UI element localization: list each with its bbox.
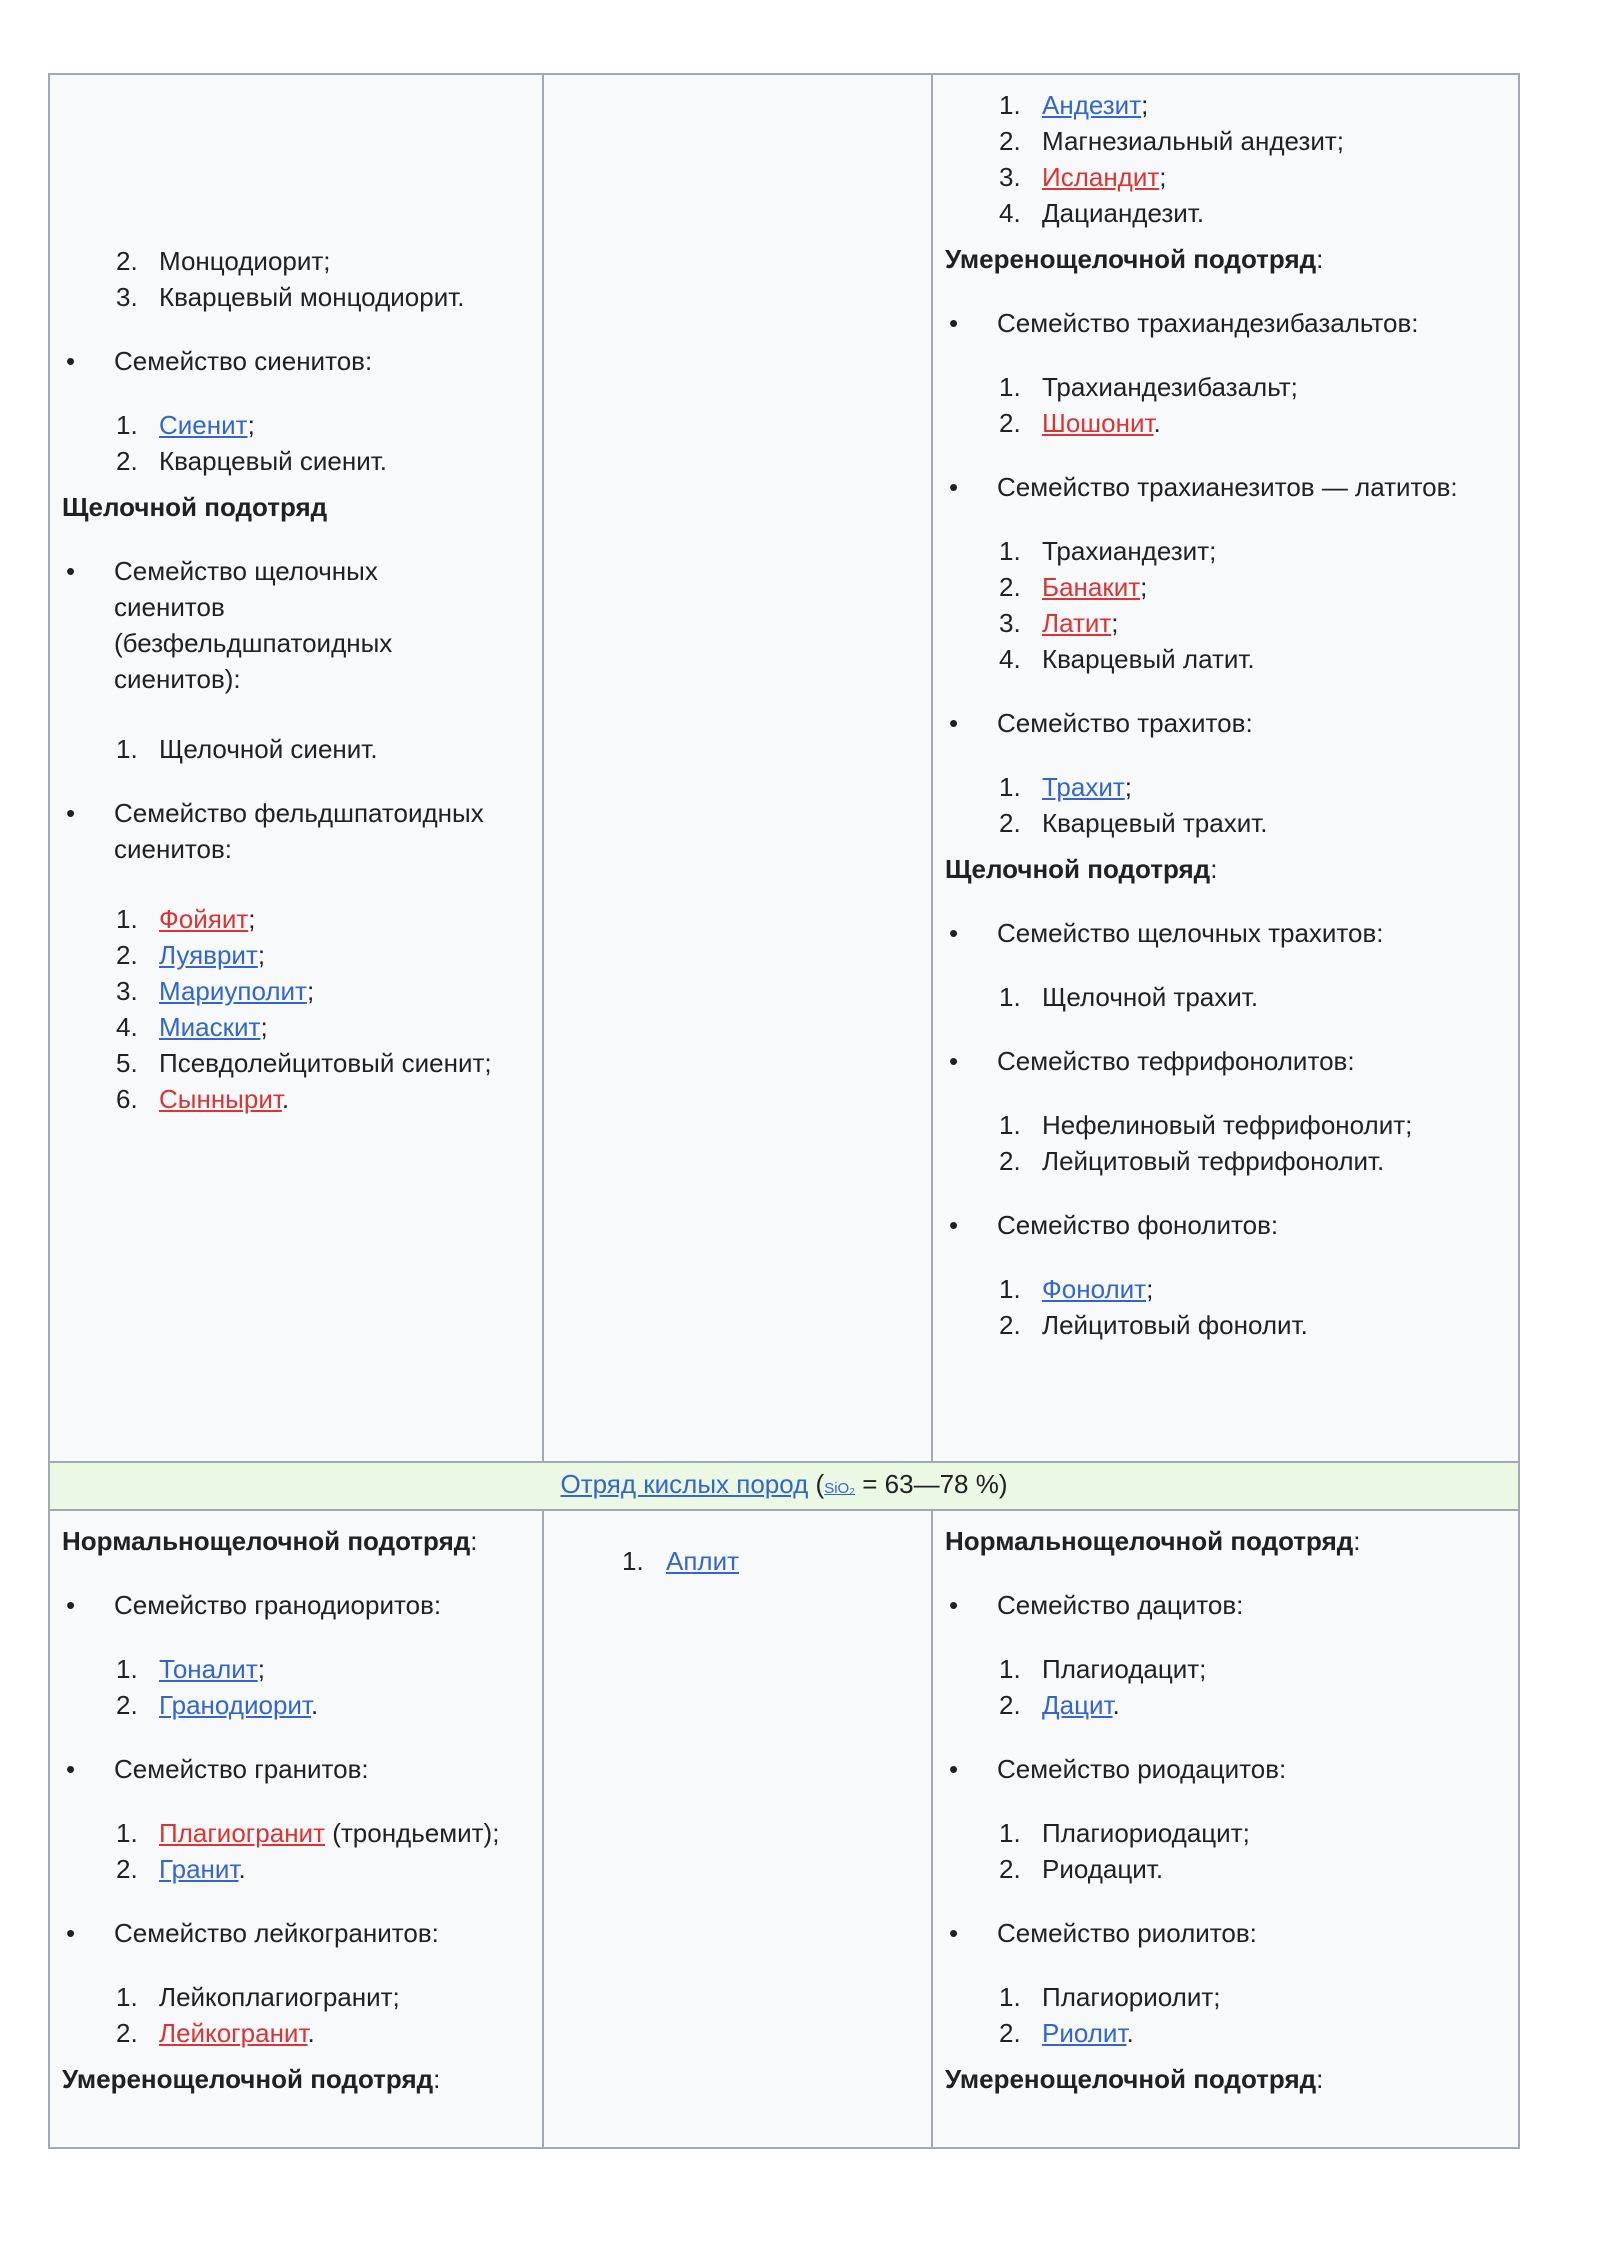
alkaline-trachyte-list <box>945 979 1506 1015</box>
list-item <box>945 1143 1506 1179</box>
item-number: 1. <box>116 904 138 934</box>
list-item <box>62 1045 530 1081</box>
punct: (трондьемит); <box>324 1818 500 1848</box>
punct: ; <box>1140 572 1148 602</box>
link-phonolite[interactable]: Фонолит <box>1042 1274 1147 1304</box>
item-number: 2. <box>116 446 138 476</box>
punct: . <box>281 1084 290 1114</box>
family-leucogranite: • Семейство лейкогранитов: <box>62 1915 530 1951</box>
item-number: 1. <box>999 1982 1021 2012</box>
hypabyssal-acid-cell <box>543 1510 932 2148</box>
list-item <box>945 369 1506 405</box>
list-item <box>62 1687 530 1723</box>
punct: ; <box>1159 162 1167 192</box>
dacite-list <box>945 1651 1506 1723</box>
item-number: 3. <box>116 282 138 312</box>
link-shoshonite[interactable]: Шошонит <box>1042 408 1154 438</box>
link-plagiogranite[interactable]: Плагиогранит <box>159 1818 325 1848</box>
family-syenite: • Семейство сиенитов: <box>62 343 530 379</box>
link-latite[interactable]: Латит <box>1042 608 1112 638</box>
item-text: Дациандезит. <box>1042 198 1205 228</box>
item-number: 1. <box>999 536 1021 566</box>
item-number: 2. <box>999 1310 1021 1340</box>
list-item <box>945 805 1506 841</box>
suborder-heading-alkaline <box>945 851 1506 887</box>
list-item <box>945 1851 1506 1887</box>
list-item <box>62 1979 530 2015</box>
leucogranite-list <box>62 1979 530 2051</box>
granodiorite-list <box>62 1651 530 1723</box>
punct: . <box>307 2018 315 2048</box>
list-item <box>62 279 530 315</box>
list-item <box>62 243 530 279</box>
punct: ; <box>1146 1274 1154 1304</box>
suborder-label: Щелочной подотряд <box>945 854 1211 884</box>
plutonic-acid-cell <box>49 1510 543 2148</box>
item-number: 1. <box>999 1818 1021 1848</box>
link-sio2[interactable]: SiO₂ <box>824 1480 856 1497</box>
item-number: 1. <box>999 1654 1021 1684</box>
latite-list <box>945 533 1506 677</box>
item-number: 2. <box>116 2018 138 2048</box>
item-text: Лейцитовый тефрифонолит. <box>1042 1146 1385 1176</box>
list-item <box>62 443 530 479</box>
punct: . <box>1126 2018 1134 2048</box>
granite-list <box>62 1815 530 1887</box>
list-item <box>945 1687 1506 1723</box>
link-banakite[interactable]: Банакит <box>1042 572 1141 602</box>
item-text: Трахиандезит; <box>1042 536 1217 566</box>
rhyolite-list <box>945 1979 1506 2051</box>
item-text: Риодацит. <box>1042 1854 1164 1884</box>
list-item <box>945 159 1506 195</box>
family-trachyte: • Семейство трахитов: <box>945 705 1506 741</box>
item-number: 1. <box>116 1818 138 1848</box>
item-number: 2. <box>116 1854 138 1884</box>
item-number: 2. <box>116 940 138 970</box>
item-number: 1. <box>999 1110 1021 1140</box>
punct: . <box>1153 408 1161 438</box>
link-synnyrite[interactable]: Сыннырит <box>159 1084 282 1114</box>
punct: . <box>310 1690 319 1720</box>
item-text: Трахиандезибазальт; <box>1042 372 1298 402</box>
item-text: Плагиориодацит; <box>1042 1818 1250 1848</box>
item-text: Кварцевый латит. <box>1042 644 1255 674</box>
item-number: 2. <box>999 126 1021 156</box>
header-text: = 63—78 %) <box>855 1469 1008 1499</box>
monzodiorite-list <box>62 243 530 315</box>
punct: ; <box>257 940 266 970</box>
family-phonolite: • Семейство фонолитов: <box>945 1207 1506 1243</box>
item-number: 1. <box>116 734 138 764</box>
list-item <box>62 731 530 767</box>
suborder-heading-moderate <box>62 2061 530 2097</box>
item-number: 3. <box>999 162 1021 192</box>
list-item <box>62 1851 530 1887</box>
item-text: Щелочной трахит. <box>1042 982 1259 1012</box>
list-item <box>62 1815 530 1851</box>
syenite-list <box>62 407 530 479</box>
acid-rocks-header <box>49 1462 1519 1510</box>
family-foid-syenite: • Семейство фельдшпатоидных сиенитов: <box>62 795 530 867</box>
family-alkaline-syenite: • Семейство щелочных сиенитов (безфельдшпатоидных сиенитов): <box>62 553 414 697</box>
volcanic-intermediate-cell <box>932 74 1519 1462</box>
suborder-label: Умеренощелочной подотряд <box>62 2064 434 2094</box>
item-number: 2. <box>999 1690 1021 1720</box>
link-acid-rocks-order[interactable]: Отряд кислых пород <box>560 1469 809 1499</box>
item-text: Кварцевый сиенит. <box>159 446 388 476</box>
family-granodiorite: • Семейство гранодиоритов: <box>62 1587 530 1623</box>
punct: ; <box>248 904 256 934</box>
family-tephriphonolite: • Семейство тефрифонолитов: <box>945 1043 1506 1079</box>
punct: . <box>238 1854 246 1884</box>
foid-syenite-list <box>62 901 530 1117</box>
family-latite: • Семейство трахианезитов — латитов: <box>945 469 1506 505</box>
list-item <box>62 1651 530 1687</box>
list-item <box>945 1651 1506 1687</box>
item-text: Лейкоплагиогранит; <box>159 1982 400 2012</box>
item-number: 4. <box>116 1012 138 1042</box>
header-text: ( <box>808 1469 825 1499</box>
tephriphonolite-list <box>945 1107 1506 1179</box>
item-number: 2. <box>999 572 1021 602</box>
item-text: Плагиориолит; <box>1042 1982 1221 2012</box>
item-number: 5. <box>116 1048 138 1078</box>
punct: ; <box>257 1654 265 1684</box>
link-leucogranite[interactable]: Лейкогранит <box>159 2018 308 2048</box>
punct: : <box>1316 244 1324 274</box>
item-number: 2. <box>116 1690 138 1720</box>
family-dacite: • Семейство дацитов: <box>945 1587 1506 1623</box>
item-number: 1. <box>116 1982 138 2012</box>
item-number: 1. <box>999 372 1021 402</box>
item-text: Нефелиновый тефрифонолит; <box>1042 1110 1413 1140</box>
item-number: 1. <box>116 410 138 440</box>
list-item <box>945 87 1506 123</box>
link-dacite[interactable]: Дацит <box>1042 1690 1113 1720</box>
punct: ; <box>1111 608 1119 638</box>
punct: ; <box>1124 772 1133 802</box>
link-mariupolite[interactable]: Мариуполит <box>159 976 307 1006</box>
phonolite-list <box>945 1271 1506 1343</box>
list-item <box>945 641 1506 677</box>
table-row <box>49 1462 1519 1510</box>
family-rhyodacite: • Семейство риодацитов: <box>945 1751 1506 1787</box>
item-number: 1. <box>999 1274 1021 1304</box>
suborder-label: Нормальнощелочной подотряд <box>62 1526 471 1556</box>
trachyte-list <box>945 769 1506 841</box>
item-text: Монцодиорит; <box>159 246 331 276</box>
family-alkaline-trachyte: • Семейство щелочных трахитов: <box>945 915 1506 951</box>
link-icelandite[interactable]: Исландит <box>1042 162 1160 192</box>
suborder-heading-alkaline: Щелочной подотряд <box>62 492 328 522</box>
item-number: 2. <box>999 1854 1021 1884</box>
spacer <box>62 87 530 243</box>
family-trachybasaltic: • Семейство трахиандезибазальтов: <box>945 305 1506 341</box>
volcanic-acid-cell <box>932 1510 1519 2148</box>
link-rhyolite[interactable]: Риолит <box>1042 2018 1127 2048</box>
link-aplite[interactable]: Аплит <box>666 1546 740 1576</box>
item-number: 1. <box>116 1654 138 1684</box>
item-number: 2. <box>999 2018 1021 2048</box>
list-item <box>62 937 530 973</box>
item-number: 4. <box>999 644 1021 674</box>
link-foyaite[interactable]: Фойяит <box>159 904 249 934</box>
link-syenite[interactable]: Сиенит <box>159 410 248 440</box>
item-number: 2. <box>999 1146 1021 1176</box>
list-item <box>945 769 1506 805</box>
item-number: 2. <box>999 808 1021 838</box>
aplite-list <box>556 1523 919 1579</box>
item-number: 6. <box>116 1084 138 1114</box>
list-item <box>945 533 1506 569</box>
item-text: Магнезиальный андезит; <box>1042 126 1345 156</box>
item-number: 4. <box>999 198 1021 228</box>
family-rhyolite: • Семейство риолитов: <box>945 1915 1506 1951</box>
suborder-heading-normal <box>62 1523 530 1559</box>
rhyodacite-list <box>945 1815 1506 1887</box>
link-granite[interactable]: Гранит <box>159 1854 239 1884</box>
hypabyssal-intermediate-cell <box>543 74 932 1462</box>
link-trachyte[interactable]: Трахит <box>1042 772 1125 802</box>
punct: ; <box>247 410 255 440</box>
item-number: 1. <box>999 772 1021 802</box>
list-item <box>62 1009 530 1045</box>
item-text: Псевдолейцитовый сиенит; <box>159 1048 492 1078</box>
item-text: Лейцитовый фонолит. <box>1042 1310 1308 1340</box>
list-item <box>945 405 1506 441</box>
table-row <box>49 1510 1519 2148</box>
punct: ; <box>306 976 315 1006</box>
suborder-label: Умеренощелочной подотряд <box>945 2064 1317 2094</box>
list-item <box>945 605 1506 641</box>
item-text: Щелочной сиенит. <box>159 734 378 764</box>
link-lujavrite[interactable]: Луяврит <box>159 940 258 970</box>
item-number: 2. <box>999 408 1021 438</box>
link-granodiorite[interactable]: Гранодиорит <box>159 1690 311 1720</box>
item-text: Кварцевый монцодиорит. <box>159 282 465 312</box>
suborder-heading-moderate <box>945 241 1506 277</box>
punct: ; <box>260 1012 268 1042</box>
list-item <box>945 569 1506 605</box>
suborder-heading-normal <box>945 1523 1506 1559</box>
list-item <box>945 1271 1506 1307</box>
list-item <box>945 2015 1506 2051</box>
list-item <box>945 123 1506 159</box>
trachybasaltic-list <box>945 369 1506 441</box>
link-miaskite[interactable]: Миаскит <box>159 1012 261 1042</box>
alkaline-syenite-list <box>62 731 530 767</box>
punct: : <box>1353 1526 1361 1556</box>
list-item <box>62 901 530 937</box>
suborder-label: Нормальнощелочной подотряд <box>945 1526 1354 1556</box>
suborder-label: Умеренощелочной подотряд <box>945 244 1317 274</box>
item-number: 3. <box>999 608 1021 638</box>
link-andesite[interactable]: Андезит <box>1042 90 1142 120</box>
list-item <box>62 973 530 1009</box>
punct: : <box>433 2064 441 2094</box>
list-item <box>556 1543 919 1579</box>
item-number: 3. <box>116 976 138 1006</box>
family-granite: • Семейство гранитов: <box>62 1751 530 1787</box>
list-item <box>945 1979 1506 2015</box>
list-item <box>945 1815 1506 1851</box>
punct: : <box>1210 854 1218 884</box>
item-number: 1. <box>999 982 1021 1012</box>
punct: ; <box>1141 90 1149 120</box>
list-item <box>945 1307 1506 1343</box>
list-item <box>945 195 1506 231</box>
item-text: Плагиодацит; <box>1042 1654 1207 1684</box>
item-number: 1. <box>622 1546 644 1576</box>
andesite-list <box>945 87 1506 231</box>
rock-classification-table <box>48 73 1520 2149</box>
item-number: 2. <box>116 246 138 276</box>
plutonic-intermediate-cell <box>49 74 543 1462</box>
list-item <box>62 407 530 443</box>
punct: . <box>1112 1690 1120 1720</box>
link-tonalite[interactable]: Тоналит <box>159 1654 258 1684</box>
list-item <box>62 1081 530 1117</box>
table-row <box>49 74 1519 1462</box>
item-number: 1. <box>999 90 1021 120</box>
list-item <box>945 1107 1506 1143</box>
suborder-heading-moderate <box>945 2061 1506 2097</box>
punct: : <box>470 1526 478 1556</box>
item-text: Кварцевый трахит. <box>1042 808 1268 838</box>
punct: : <box>1316 2064 1324 2094</box>
page <box>48 73 1514 2149</box>
list-item <box>945 979 1506 1015</box>
list-item <box>62 2015 530 2051</box>
